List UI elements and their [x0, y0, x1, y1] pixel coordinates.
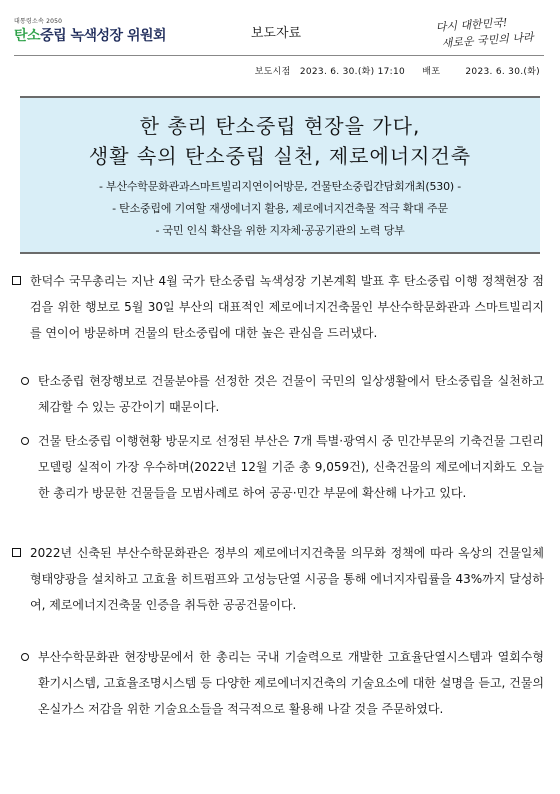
logo-subtitle: 대통령소속 2050 [14, 18, 63, 25]
slogan-line2: 새로운 국민의 나라 [441, 30, 535, 50]
paragraph-2 [20, 368, 544, 420]
logo-title-rest: 중립 녹색성장 위원회 [40, 28, 167, 44]
paragraph-4-text: 2022년 신축된 부산수학문화관은 정부의 제로에너지건축물 의무화 정책에 따라 옥상의 건물일체형태양광을 설치하고 고효율 히트펌프와 고성능단열 시공을 통해 에너지자립률을 43%까지 달성하여, 제로에너지건축물 인증을 취득한 공공건물이다. [30, 546, 544, 612]
committee-logo [14, 18, 167, 50]
circle-bullet-icon [21, 377, 29, 385]
paragraph-5 [20, 644, 544, 722]
paragraph-2-text: 탄소중립 현장행보로 건물분야를 선정한 것은 건물이 국민의 일상생활에서 탄소중립을 실천하고 체감할 수 있는 공간이기 때문이다. [38, 374, 544, 414]
paragraph-3 [20, 428, 544, 506]
release-time-label: 보도시점 [254, 67, 291, 77]
subheadline-3: - 국민 인식 확산을 위한 지자체·공공기관의 노력 당부 [155, 224, 405, 237]
headline-box [20, 96, 540, 254]
paragraph-5-text: 부산수학문화관 현장방문에서 한 총리는 국내 기술력으로 개발한 고효율단열시스템과 열회수형 환기시스템, 고효율조명시스템 등 다양한 제로에너지건축의 기술요소에 대한 설명을 듣고, 건물의 온실가스 저감을 위한 기술요소들을 적극적으로 활용해 나갈 것을 주문하였다. [38, 650, 544, 716]
circle-bullet-icon [21, 437, 29, 445]
slogan-calligraphy [428, 16, 548, 52]
paragraph-4 [12, 540, 544, 618]
headline-line1: 한 총리 탄소중립 현장을 가다, [139, 114, 421, 138]
header [6, 16, 554, 52]
document-type: 보도자료 [250, 26, 302, 41]
headline-line2: 생활 속의 탄소중립 실천, 제로에너지건축 [88, 144, 472, 168]
logo-title [14, 26, 167, 46]
distribution-value: 2023. 6. 30.(화) [465, 67, 540, 77]
distribution-label: 배포 [422, 67, 441, 77]
release-time-value: 2023. 6. 30.(화) 17:10 [299, 67, 406, 77]
paragraph-3-text: 건물 탄소중립 이행현황 방문지로 선정된 부산은 7개 특별·광역시 중 민간부문의 기축건물 그린리모델링 실적이 가장 우수하며(2022년 12월 기준 총 9,059건), 신축건물의 제로에너지화도 오늘 한 총리가 방문한 건물들을 모범사례로 하여 공공·민간 부문에 확산해 나가고 있다. [38, 434, 544, 500]
paragraph-1-text: 한덕수 국무총리는 지난 4월 국가 탄소중립 녹색성장 기본계획 발표 후 탄소중립 이행 정책현장 점검을 위한 행보로 5월 30일 부산의 대표적인 제로에너지건축물인 부산수학문화관과 스마트빌리지를 연이어 방문하며 건물의 탄소중립에 대한 높은 관심을 드러냈다. [30, 274, 544, 340]
logo-title-accent: 탄소 [14, 28, 41, 44]
slogan-line1: 다시 대한민국! [435, 16, 508, 34]
square-bullet-icon [12, 276, 21, 285]
header-divider [14, 55, 544, 56]
subheadline-1: - 부산수학문화관과스마트빌리지연이어방문, 건물탄소중립간담회개최(530) - [98, 180, 462, 193]
subheadline-2: - 탄소중립에 기여할 재생에너지 활용, 제로에너지건축물 적극 확대 주문 [112, 202, 448, 215]
release-info [249, 64, 540, 77]
circle-bullet-icon [21, 653, 29, 661]
paragraph-1 [12, 268, 544, 346]
square-bullet-icon [12, 548, 21, 557]
